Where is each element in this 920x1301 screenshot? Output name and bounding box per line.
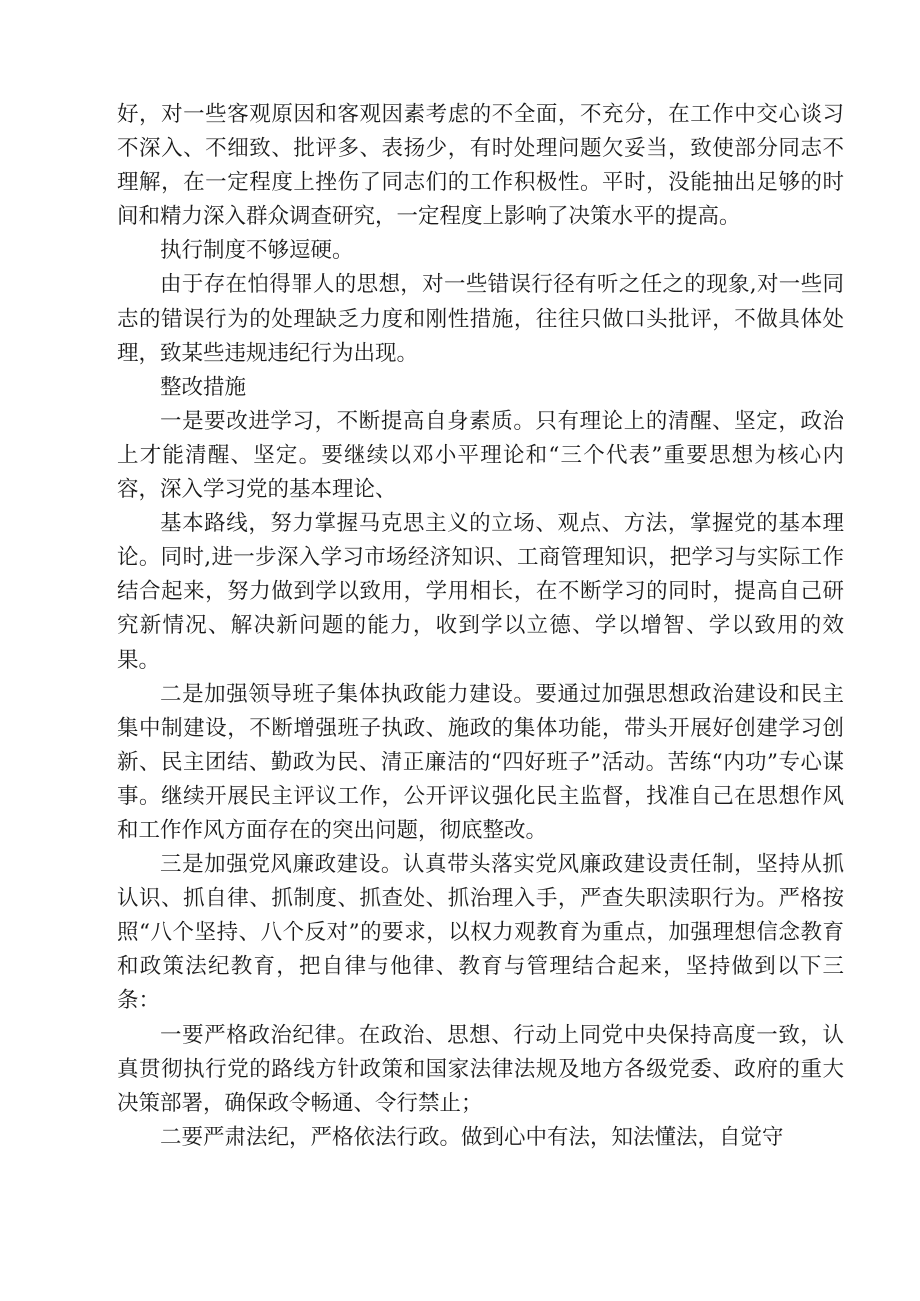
- paragraph-heading-enforcement: 执行制度不够逗硬。: [160, 238, 354, 264]
- paragraph-rule-one: 一要严格政治纪律。在政治、思想、行动上同党中央保持高度一致，认真贯彻执行党的路线方针政策和国家法律法规及地方各级党委、政府的重大决策部署，确保政令畅通、令行禁止；: [117, 1022, 844, 1116]
- document-body: [117, 98, 844, 1155]
- paragraph-measure-two: 二是加强领导班子集体执政能力建设。要通过加强思想政治建设和民主集中制建设，不断增强班子执政、施政的集体功能，带头开展好创建学习创新、民主团结、勤政为民、清正廉洁的“四好班子”活动。苦练“内功”专心谋事。继续开展民主评议工作，公开评议强化民主监督，找准自己在思想作风和工作作风方面存在的突出问题，彻底整改。: [117, 681, 844, 843]
- paragraph-heading-measures: 整改措施: [160, 374, 247, 400]
- paragraph-measure-one: 一是要改进学习，不断提高自身素质。只有理论上的清醒、坚定，政治上才能清醒、坚定。要继续以邓小平理论和“三个代表”重要思想为核心内容，深入学习党的基本理论、: [117, 408, 844, 503]
- paragraph-measure-one-continued: 基本路线，努力掌握马克思主义的立场、观点、方法，掌握党的基本理论。同时,进一步深入学习市场经济知识、工商管理知识，把学习与实际工作结合起来，努力做到学以致用，学用相长，在不断学习的同时，提高自己研究新情况、解决新问题的能力，收到学以立德、学以增智、学以致用的效果。: [117, 511, 844, 673]
- paragraph-rule-two: 二要严肃法纪，严格依法行政。做到心中有法，知法懂法，自觉守: [160, 1124, 784, 1150]
- paragraph-continuation: 好，对一些客观原因和客观因素考虑的不全面，不充分，在工作中交心谈习不深入、不细致、批评多、表扬少，有时处理问题欠妥当，致使部分同志不理解，在一定程度上挫伤了同志们的工作积极性。平时，没能抽出足够的时间和精力深入群众调查研究，一定程度上影响了决策水平的提高。: [117, 102, 844, 230]
- paragraph-measure-three: 三是加强党风廉政建设。认真带头落实党风廉政建设责任制，坚持从抓认识、抓自律、抓制度、抓查处、抓治理入手，严查失职渎职行为。严格按照“八个坚持、八个反对”的要求，以权力观教育为重点，加强理想信念教育和政策法纪教育，把自律与他律、教育与管理结合起来，坚持做到以下三条：: [117, 852, 844, 1014]
- paragraph-enforcement-detail: 由于存在怕得罪人的思想，对一些错误行径有听之任之的现象,对一些同志的错误行为的处理缺乏力度和刚性措施，往往只做口头批评，不做具体处理，致某些违规违纪行为出现。: [117, 272, 844, 366]
